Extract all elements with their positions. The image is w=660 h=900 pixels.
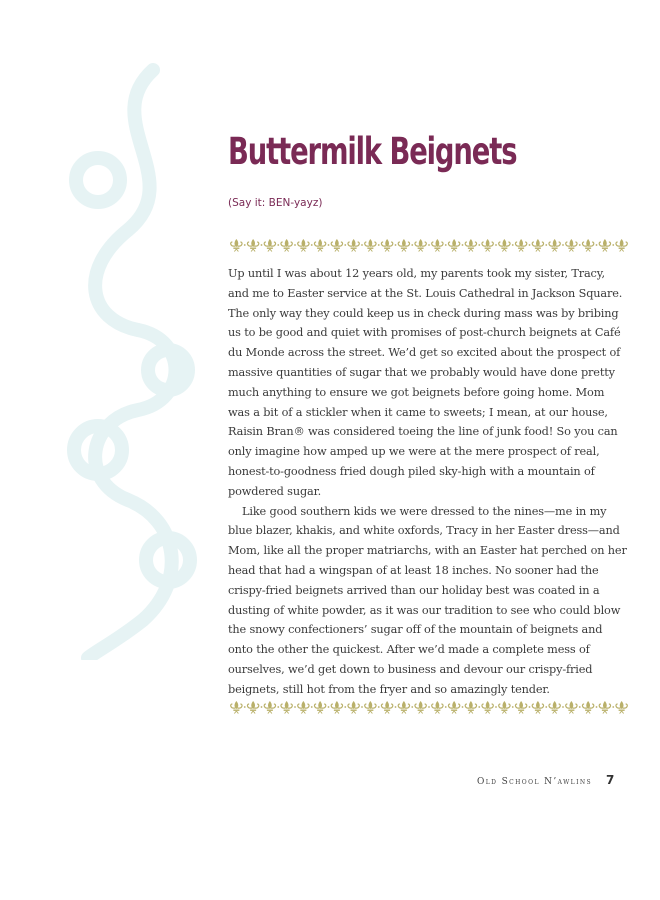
fleur-de-lis-motif bbox=[582, 701, 597, 714]
fleur-de-lis-motif bbox=[532, 239, 547, 252]
fleur-de-lis-motif bbox=[432, 239, 447, 252]
fleur-de-lis-motif bbox=[231, 701, 246, 714]
fleur-de-lis-motif bbox=[448, 239, 463, 252]
fleur-de-lis-motif bbox=[231, 239, 246, 252]
fleur-de-lis-motif bbox=[331, 239, 346, 252]
recipe-title: Buttermilk Beignets bbox=[228, 130, 517, 173]
fleur-de-lis-motif bbox=[599, 239, 614, 252]
fleur-de-lis-motif bbox=[582, 239, 597, 252]
page-number: 7 bbox=[606, 773, 615, 787]
fleur-de-lis-motif bbox=[381, 239, 396, 252]
fleur-de-lis-motif bbox=[448, 701, 463, 714]
fleur-de-lis-motif bbox=[415, 701, 430, 714]
fleur-de-lis-motif bbox=[314, 701, 329, 714]
story-paragraph-1: Up until I was about 12 years old, my parents took my sister, Tracy, and me to Easter service at the St. Louis Cathedral in Jackson Square. The only way they could keep us in check during mass was by bribing us to be good and quiet with promises of post-church beignets at Café du Monde across the street. We’d get so excited about the prospect of massive quantities of sugar that we probably would have done pretty much anything to ensure we got beignets before going home. Mom was a bit of a stickler when it came to sweets; I mean, at our house, Raisin Bran® was considered toeing the line of junk food! So you can only imagine how amped up we were at the mere prospect of real, honest-to-goodness fried dough piled sky-high with a mountain of powdered sugar. bbox=[228, 267, 623, 498]
background-flourish-decoration bbox=[58, 60, 208, 660]
fleur-de-lis-motif bbox=[365, 701, 380, 714]
fleur-de-lis-motif bbox=[264, 239, 279, 252]
fleur-de-lis-motif bbox=[549, 701, 564, 714]
fleur-de-lis-motif bbox=[348, 239, 363, 252]
fleur-de-lis-motif bbox=[532, 701, 547, 714]
fleur-de-lis-motif bbox=[549, 239, 564, 252]
fleur-de-lis-motif bbox=[515, 239, 530, 252]
fleur-de-lis-motif bbox=[348, 701, 363, 714]
fleur-de-lis-divider-top bbox=[228, 238, 630, 252]
fleur-de-lis-motif bbox=[247, 701, 262, 714]
fleur-de-lis-motif bbox=[499, 239, 514, 252]
fleur-de-lis-motif bbox=[331, 701, 346, 714]
fleur-de-lis-motif bbox=[398, 239, 413, 252]
fleur-de-lis-motif bbox=[499, 701, 514, 714]
fleur-de-lis-motif bbox=[298, 239, 313, 252]
pronunciation-note: (Say it: BEN-yayz) bbox=[228, 197, 323, 209]
fleur-de-lis-motif bbox=[616, 239, 627, 252]
fleur-de-lis-motif bbox=[247, 239, 262, 252]
fleur-de-lis-motif bbox=[281, 239, 296, 252]
fleur-de-lis-motif bbox=[465, 239, 480, 252]
fleur-de-lis-motif bbox=[314, 239, 329, 252]
fleur-de-lis-motif bbox=[298, 701, 313, 714]
fleur-de-lis-motif bbox=[482, 239, 497, 252]
fleur-de-lis-divider-bottom bbox=[228, 700, 630, 714]
story-paragraph-2: Like good southern kids we were dressed to the nines—me in my blue blazer, khakis, and white oxfords, Tracy in her Easter dress—and Mom, like all the proper matriarchs, with an Easter hat perched on her head that had a wingspan of at least 18 inches. No sooner had the crispy-fried beignets arrived than our holiday best was coated in a dusting of white powder, as it was our tradition to see who could blow the snowy confectioners’ sugar off of the mountain of beignets and onto the other the quickest. After we’d made a complete mess of ourselves, we’d get down to business and devour our crispy-fried beignets, still hot from the fryer and so amazingly tender. bbox=[228, 504, 627, 696]
fleur-de-lis-motif bbox=[599, 701, 614, 714]
fleur-de-lis-motif bbox=[365, 239, 380, 252]
fleur-de-lis-motif bbox=[566, 239, 581, 252]
running-footer-title: Old School N’awlins bbox=[476, 777, 592, 787]
fleur-de-lis-motif bbox=[398, 701, 413, 714]
fleur-de-lis-motif bbox=[264, 701, 279, 714]
fleur-de-lis-motif bbox=[482, 701, 497, 714]
fleur-de-lis-motif bbox=[415, 239, 430, 252]
fleur-de-lis-motif bbox=[465, 701, 480, 714]
fleur-de-lis-motif bbox=[616, 701, 627, 714]
fleur-de-lis-motif bbox=[515, 701, 530, 714]
intro-story bbox=[228, 264, 628, 700]
fleur-de-lis-motif bbox=[432, 701, 447, 714]
fleur-de-lis-motif bbox=[281, 701, 296, 714]
fleur-de-lis-motif bbox=[566, 701, 581, 714]
fleur-de-lis-motif bbox=[381, 701, 396, 714]
